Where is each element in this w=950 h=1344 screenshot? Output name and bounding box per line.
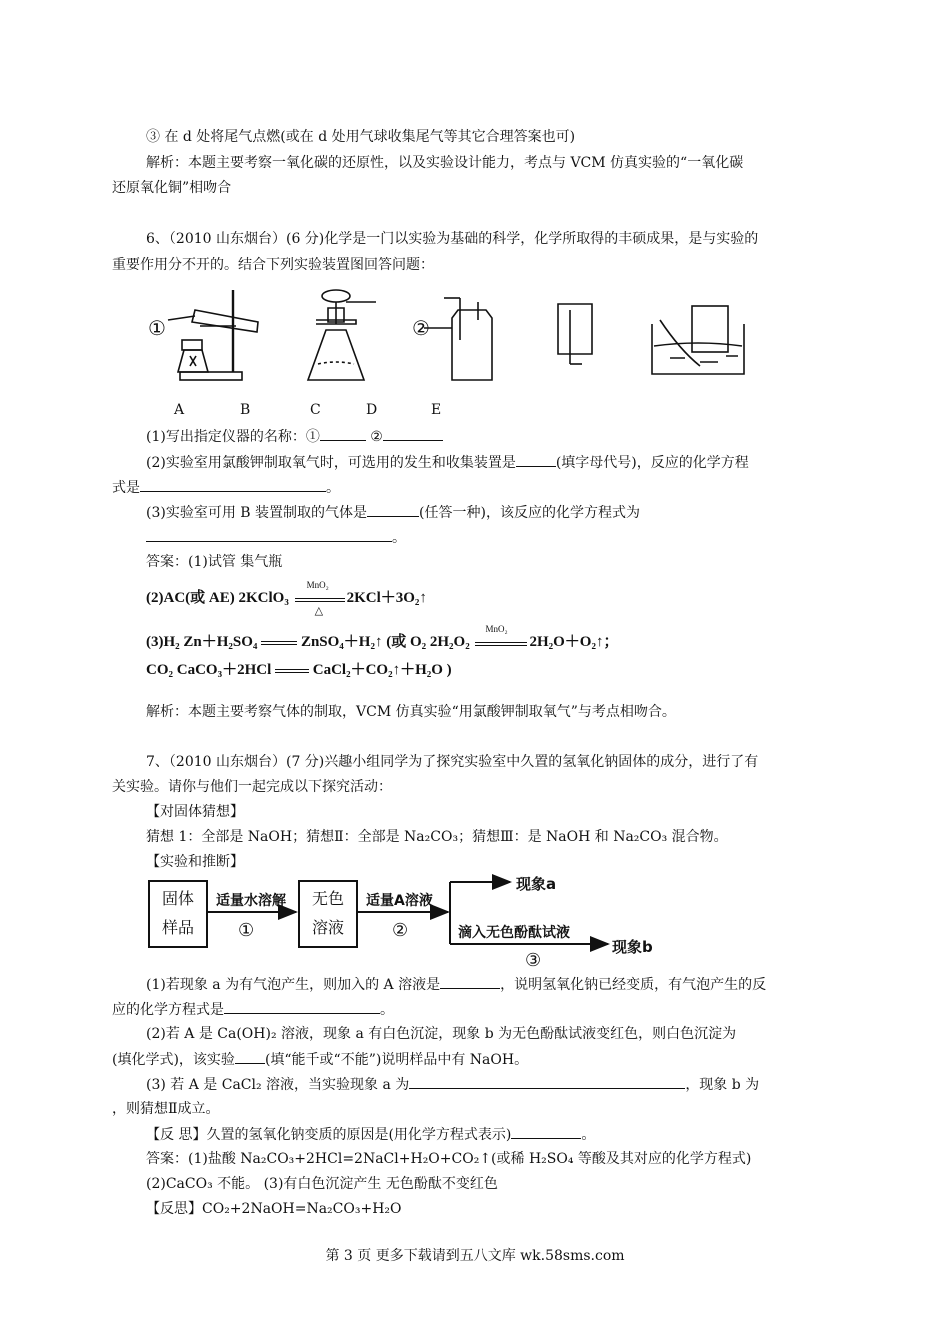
flow-step-1-num: ① xyxy=(238,920,255,941)
question-6-stem: 6、（2010 山东烟台）(6 分)化学是一门以实验为基础的科学，化学所取得的丰硕成果，是与实验的 xyxy=(146,231,759,247)
answer-6: 答案：(1)试管 集气瓶 xyxy=(146,554,283,570)
section-heading: 【对固体猜想】 xyxy=(146,804,244,820)
analysis-line: 还原氧化铜”相吻合 xyxy=(112,180,232,196)
page-footer: 第 3 页 更多下载请到五八文库 wk.58sms.com xyxy=(325,1248,625,1264)
flow-step-3-num: ③ xyxy=(525,950,542,971)
question-7-reflection: 【反 思】久置的氢氧化钠变质的原因是(用化学方程式表示) 。 xyxy=(146,1124,595,1145)
analysis-line: 解析：本题主要考察一氧化碳的还原性，以及实验设计能力，考点与 VCM 仿真实验的“一氧化碳 xyxy=(146,155,744,171)
flow-step-3: 滴入无色酚酞试液 xyxy=(458,925,570,941)
flow-box-colorless-solution: 无色 溶液 xyxy=(298,880,358,948)
answer-line: ③ 在 d 处将尾气点燃(或在 d 处用气球收集尾气等其它合理答案也可) xyxy=(146,129,576,145)
question-6-part-3: (3)实验室可用 B 装置制取的气体是 (任答一种)，该反应的化学方程式为 xyxy=(146,502,640,523)
flow-outcome-b: 现象b xyxy=(612,938,653,956)
equation-2: (2)AC(或 AE) 2KClO₃ MnO₂ △ 2KCl＋3O₂↑ xyxy=(146,579,427,617)
flow-step-1: 适量水溶解 xyxy=(216,893,286,909)
flow-step-2: 适量A溶液 xyxy=(366,893,433,909)
question-7-part-3: (3) 若 A 是 CaCl₂ 溶液，当实验现象 a 为 ，现象 b 为 xyxy=(146,1074,759,1095)
flow-step-2-num: ② xyxy=(392,920,409,941)
question-7-part-2: (2)若 A 是 Ca(OH)₂ 溶液，现象 a 有白色沉淀，现象 b 为无色酚酞试液变红色，则白色沉淀为 xyxy=(146,1026,737,1042)
apparatus-letter-b: B xyxy=(240,402,251,418)
answer-7: 【反思】CO₂+2NaOH=Na₂CO₃+H₂O xyxy=(146,1201,402,1217)
apparatus-letter-a: A xyxy=(174,402,185,418)
analysis-6: 解析：本题主要考察气体的制取，VCM 仿真实验“用氯酸钾制取氧气”与考点相吻合。 xyxy=(146,704,676,720)
question-6-part-3: 。 xyxy=(146,527,406,548)
apparatus-figure xyxy=(140,280,760,398)
question-7-part-2: (填化学式)，该实验 (填“能千或“不能”)说明样品中有 NaOH。 xyxy=(112,1049,528,1070)
question-6-stem: 重要作用分不开的。结合下列实验装置图回答问题： xyxy=(112,257,434,273)
answer-7: 答案：(1)盐酸 Na₂CO₃+2HCl=2NaCl+H₂O+CO₂↑(或稀 H₂SO₄ 等酸及其对应的化学方程式) xyxy=(146,1151,752,1167)
flow-box-solid-sample: 固体 样品 xyxy=(148,880,208,948)
question-7-stem: 关实验。请你与他们一起完成以下探究活动： xyxy=(112,779,392,795)
apparatus-letter-e: E xyxy=(431,402,442,418)
question-6-part-1: (1)写出指定仪器的名称：① ② xyxy=(146,426,443,447)
equation-3: (3)H₂ Zn＋H₂SO₄ ZnSO₄＋H₂↑ (或 O₂ 2H₂O₂ MnO₂ 2H₂O＋O₂↑； xyxy=(146,623,619,650)
question-7-stem: 7、（2010 山东烟台）(7 分)兴趣小组同学为了探究实验室中久置的氢氧化钠固体的成分，进行了有 xyxy=(146,754,759,770)
question-6-part-2: (2)实验室用氯酸钾制取氧气时，可选用的发生和收集装置是 (填字母代号)，反应的化学方程 xyxy=(146,452,749,473)
question-7-part-1: 应的化学方程式是 。 xyxy=(112,999,394,1020)
hypothesis-line: 猜想 1：全部是 NaOH；猜想Ⅱ：全部是 Na₂CO₃；猜想Ⅲ：是 NaOH 和 Na₂CO₃ 混合物。 xyxy=(146,829,728,845)
question-7-part-3: ，则猜想Ⅱ成立。 xyxy=(112,1101,220,1117)
question-6-part-2: 式是 。 xyxy=(112,477,340,498)
equation-4: CO₂ CaCO₃＋2HCl CaCl₂＋CO₂↑＋H₂O ) xyxy=(146,662,452,678)
apparatus-label-2: ② xyxy=(412,316,430,340)
answer-7: (2)CaCO₃ 不能。 (3)有白色沉淀产生 无色酚酞不变红色 xyxy=(146,1176,498,1192)
section-heading: 【实验和推断】 xyxy=(146,854,244,870)
apparatus-letter-c: C xyxy=(310,402,321,418)
apparatus-letter-d: D xyxy=(366,402,378,418)
flow-outcome-a: 现象a xyxy=(516,875,557,893)
question-7-part-1: (1)若现象 a 为有气泡产生，则加入的 A 溶液是 ，说明氢氧化钠已经变质，有气泡产生的反 xyxy=(146,974,766,995)
apparatus-label-1: ① xyxy=(148,316,166,340)
